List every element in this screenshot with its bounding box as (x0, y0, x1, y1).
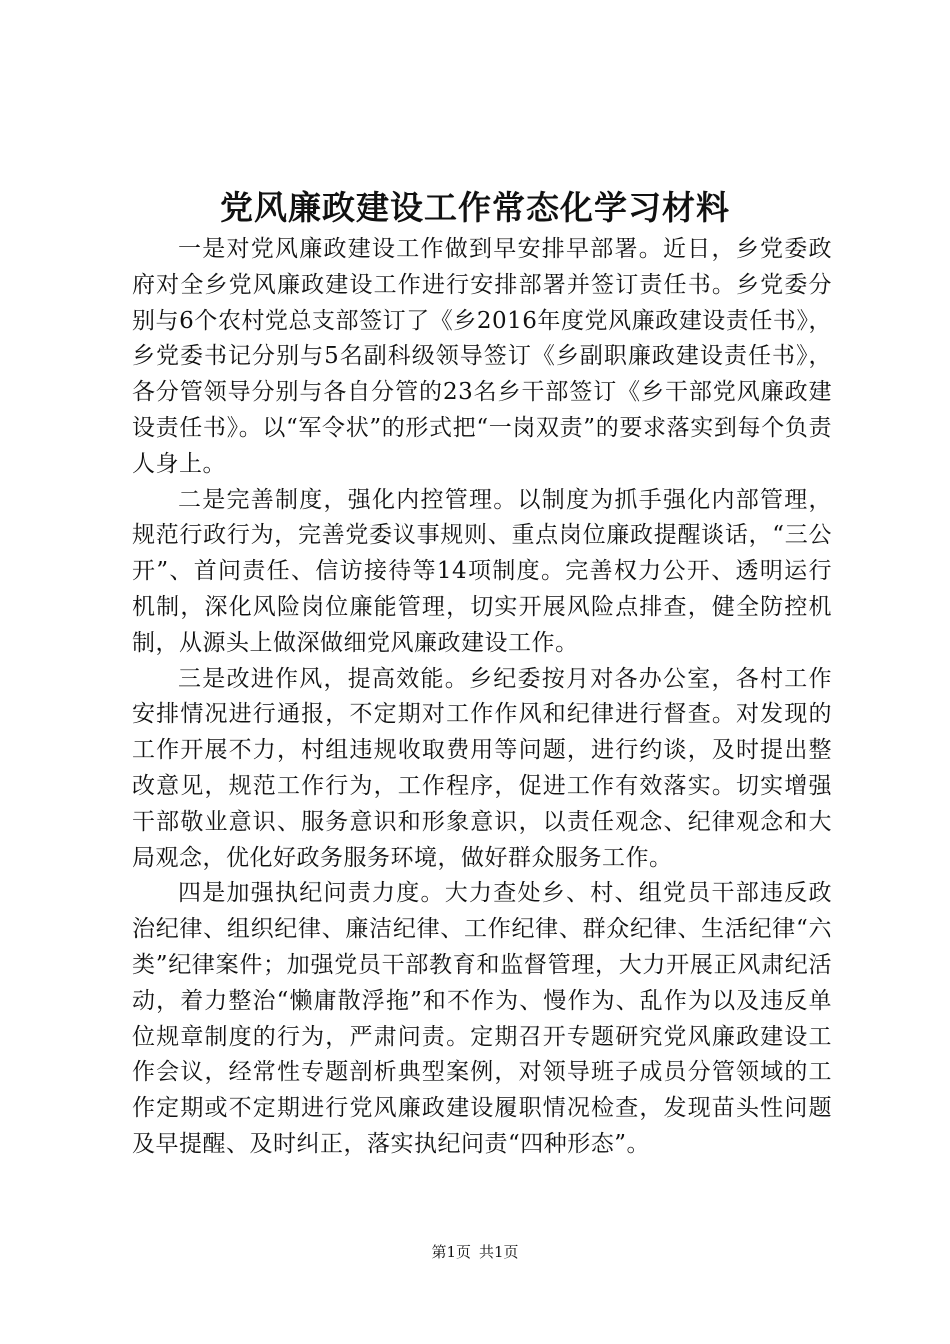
document-body (132, 232, 832, 1163)
page-footer (0, 1242, 950, 1262)
paragraph-4: 四是加强执纪问责力度。大力查处乡、村、组党员干部违反政治纪律、组织纪律、廉洁纪律、工作纪律、群众纪律、生活纪律“六类”纪律案件；加强党员干部教育和监督管理，大力开展正风肃纪活动，着力整治“懒庸散浮拖”和不作为、慢作为、乱作为以及违反单位规章制度的行为，严肃问责。定期召开专题研究党风廉政建设工作会议，经常性专题剖析典型案例，对领导班子成员分管领域的工作定期或不定期进行党风廉政建设履职情况检查，发现苗头性问题及早提醒、及时纠正，落实执纪问责“四种形态”。 (132, 880, 832, 1157)
paragraph-1: 一是对党风廉政建设工作做到早安排早部署。近日，乡党委政府对全乡党风廉政建设工作进行安排部署并签订责任书。乡党委分别与6个农村党总支部签订了《乡2016年度党风廉政建设责任书》，乡党委书记分别与5名副科级领导签订《乡副职廉政建设责任书》，各分管领导分别与各自分管的23名乡干部签订《乡干部党风廉政建设责任书》。以“军令状”的形式把“一岗双责”的要求落实到每个负责人身上。 (132, 236, 832, 477)
page-number: 第1页 (431, 1243, 471, 1261)
document-title: 党风廉政建设工作常态化学习材料 (220, 188, 730, 227)
paragraph-2: 二是完善制度，强化内控管理。以制度为抓手强化内部管理，规范行政行为，完善党委议事规则、重点岗位廉政提醒谈话，“三公开”、首问责任、信访接待等14项制度。完善权力公开、透明运行机制，深化风险岗位廉能管理，切实开展风险点排查，健全防控机制，从源头上做深做细党风廉政建设工作。 (132, 486, 832, 656)
paragraph-3: 三是改进作风，提高效能。乡纪委按月对各办公室，各村工作安排情况进行通报，不定期对工作作风和纪律进行督查。对发现的工作开展不力，村组违规收取费用等问题，进行约谈，及时提出整改意见，规范工作行为，工作程序，促进工作有效落实。切实增强干部敬业意识、服务意识和形象意识，以责任观念、纪律观念和大局观念，优化好政务服务环境，做好群众服务工作。 (132, 665, 832, 871)
page-total: 共1页 (479, 1243, 519, 1261)
